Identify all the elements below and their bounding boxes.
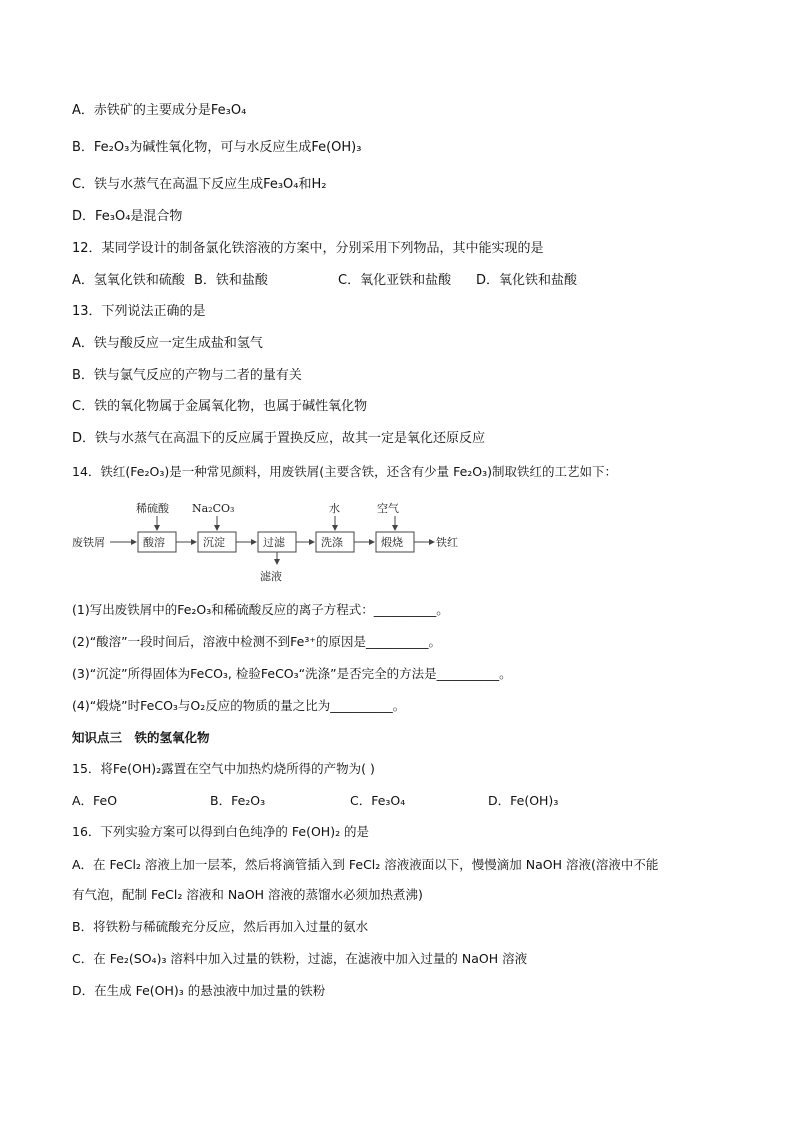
output-filtrate: 滤液 xyxy=(260,570,282,583)
q12-option-a: A．氢氧化铁和硫酸 xyxy=(72,273,185,288)
q16-option-a-line1: A．在 FeCl₂ 溶液上加一层苯，然后将滴管插入到 FeCl₂ 溶液液面以下，慢慢滴加 NaOH 溶液(溶液中不能 xyxy=(72,857,659,872)
q12-options xyxy=(72,272,577,290)
reagent-na2co3: Na₂CO₃ xyxy=(192,502,235,515)
reagent-dilute-sulfuric-acid: 稀硫酸 xyxy=(136,502,169,515)
q15-options xyxy=(72,792,558,810)
q13-option-d: D．铁与水蒸气在高温下的反应属于置换反应，故其一定是氧化还原反应 xyxy=(72,431,486,446)
q14-part-2: (2)“酸溶”一段时间后，溶液中检测不到Fe³⁺的原因是__________。 xyxy=(72,634,441,649)
q13-option-b: B．铁与氯气反应的产物与二者的量有关 xyxy=(72,368,302,383)
process-flow-diagram xyxy=(70,498,490,586)
q14-stem: 14．铁红(Fe₂O₃)是一种常见颜料，用废铁屑(主要含铁，还含有少量 Fe₂O₃)制取铁红的工艺如下： xyxy=(72,464,618,479)
step-calcine: 煅烧 xyxy=(381,536,403,549)
reagent-air: 空气 xyxy=(377,502,399,515)
q12-option-d: D．氧化铁和盐酸 xyxy=(476,273,578,288)
flow-start: 废铁屑 xyxy=(72,536,105,549)
q11-option-a: A．赤铁矿的主要成分是Fe₃O₄ xyxy=(72,103,247,118)
q16-option-a-line2: 有气泡，配制 FeCl₂ 溶液和 NaOH 溶液的蒸馏水必须加热煮沸) xyxy=(72,887,423,902)
reagent-water: 水 xyxy=(329,502,340,515)
step-filter: 过滤 xyxy=(263,536,285,549)
flow-end-product: 铁红 xyxy=(436,536,458,549)
q14-part-3: (3)“沉淀”所得固体为FeCO₃, 检验FeCO₃“洗涤”是否完全的方法是__________。 xyxy=(72,666,512,681)
q15-option-d: D．Fe(OH)₃ xyxy=(488,793,559,808)
step-precipitate: 沉淀 xyxy=(203,536,225,549)
q16-option-c: C．在 Fe₂(SO₄)₃ 溶料中加入过量的铁粉，过滤，在滤液中加入过量的 NaOH 溶液 xyxy=(72,951,528,966)
q15-option-c: C．Fe₃O₄ xyxy=(350,793,406,808)
q15-option-b: B．Fe₂O₃ xyxy=(210,793,266,808)
step-acid-dissolve: 酸溶 xyxy=(143,536,165,549)
q16-stem: 16．下列实验方案可以得到白色纯净的 Fe(OH)₂ 的是 xyxy=(72,824,370,839)
q13-stem: 13．下列说法正确的是 xyxy=(72,304,206,319)
q16-option-d: D．在生成 Fe(OH)₃ 的悬浊液中加过量的铁粉 xyxy=(72,983,326,998)
q13-option-a: A．铁与酸反应一定生成盐和氢气 xyxy=(72,336,263,351)
q12-option-b: B．铁和盐酸 xyxy=(194,273,268,288)
q14-part-4: (4)“煅烧”时FeCO₃与O₂反应的物质的量之比为__________。 xyxy=(72,698,406,713)
q16-option-b: B．将铁粉与稀硫酸充分反应，然后再加入过量的氨水 xyxy=(72,919,369,934)
q15-option-a: A．FeO xyxy=(72,793,118,808)
step-wash: 洗涤 xyxy=(321,536,343,549)
q12-option-c: C．氧化亚铁和盐酸 xyxy=(338,273,452,288)
q12-stem: 12．某同学设计的制备氯化铁溶液的方案中，分别采用下列物品，其中能实现的是 xyxy=(72,241,544,256)
section-heading: 知识点三 铁的氢氧化物 xyxy=(72,730,210,745)
q11-option-d: D．Fe₃O₄是混合物 xyxy=(72,209,183,224)
q14-part-1: (1)写出废铁屑中的Fe₂O₃和稀硫酸反应的离子方程式：__________。 xyxy=(72,602,449,617)
q11-option-c: C．铁与水蒸气在高温下反应生成Fe₃O₄和H₂ xyxy=(72,177,327,192)
q11-option-b: B．Fe₂O₃为碱性氧化物，可与水反应生成Fe(OH)₃ xyxy=(72,140,362,155)
q13-option-c: C．铁的氧化物属于金属氧化物，也属于碱性氧化物 xyxy=(72,399,368,414)
q15-stem: 15．将Fe(OH)₂露置在空气中加热灼烧所得的产物为( ) xyxy=(72,761,375,776)
